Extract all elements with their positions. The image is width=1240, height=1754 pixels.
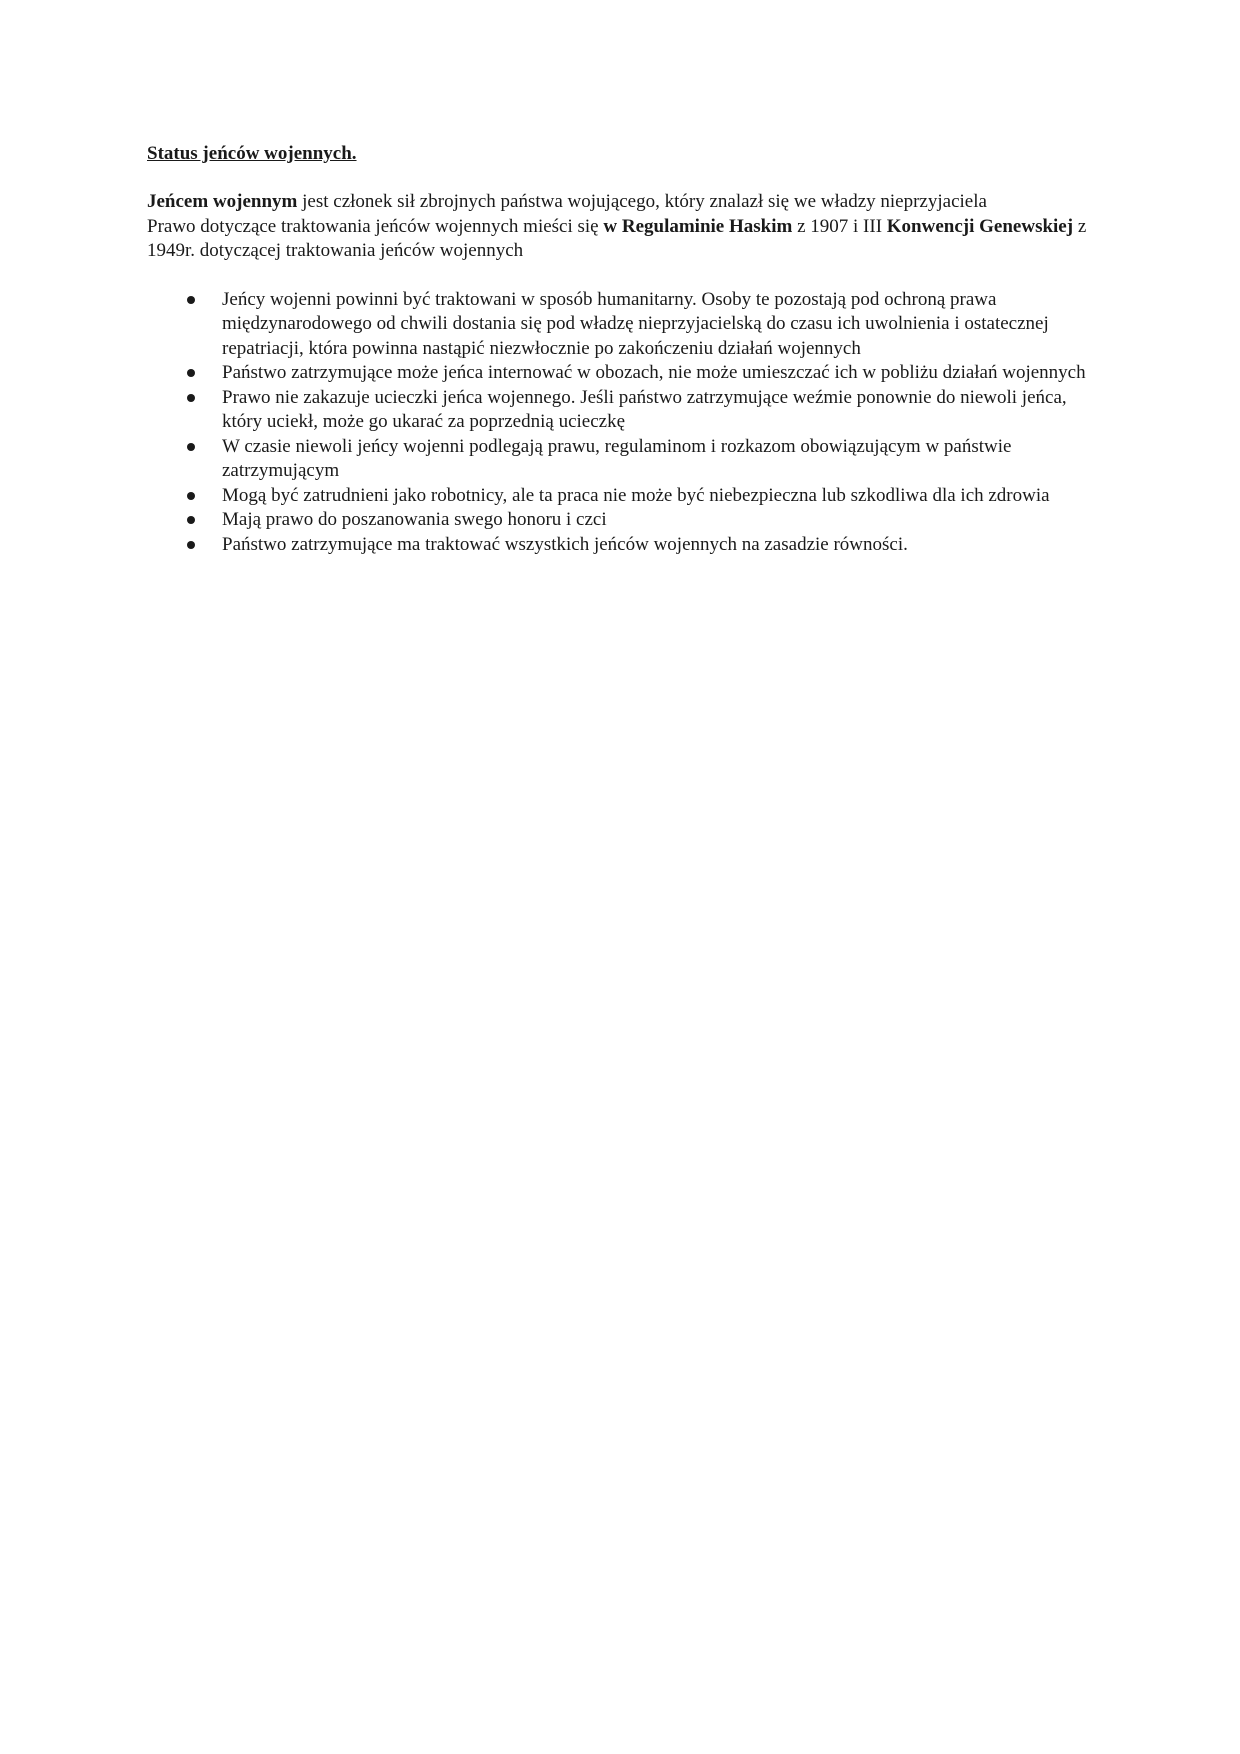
term-konwencja-genewska: Konwencji Genewskiej [886,215,1074,237]
list-item [147,484,1102,509]
intro-paragraph [147,190,1097,264]
document-page [147,142,1097,557]
list-item-text: Jeńcy wojenni powinni być traktowani w sposób humanitarny. Osoby te pozostają pod ochroną prawa międzynarodowego od chwili dostania się pod władzę nieprzyjacielską do czasu ich uwolnienia i ostatecznej repatriacji, która powinna nastąpić niezwłocznie po zakończeniu działań wojennych [222,288,1049,359]
list-item-text: Mają prawo do poszanowania swego honoru i czci [222,509,607,530]
list-item-text: Mogą być zatrudnieni jako robotnicy, ale ta praca nie może być niebezpieczna lub szkodliwa dla ich zdrowia [222,484,1050,506]
intro-line-law [147,215,1097,264]
list-item [147,288,1102,362]
law-text-a: Prawo dotyczące traktowania jeńców wojennych mieści się [147,215,604,237]
list-item [147,533,1102,558]
list-item-text: W czasie niewoli jeńcy wojenni podlegają prawu, regulaminom i rozkazom obowiązującym w państwie zatrzymującym [222,435,1012,481]
bullet-icon [187,492,195,500]
list-item [147,361,1102,386]
bullet-icon [187,394,195,402]
bullet-icon [187,369,195,377]
law-text-b: z 1907 i III [792,215,887,237]
list-item-text: Państwo zatrzymujące może jeńca internować w obozach, nie może umieszczać ich w pobliżu działań wojennych [222,362,1086,383]
list-item [147,386,1102,435]
list-item [147,508,1102,533]
term-jeniec-wojenny: Jeńcem wojennym [147,191,298,212]
list-item-text: Prawo nie zakazuje ucieczki jeńca wojennego. Jeśli państwo zatrzymujące weźmie ponownie do niewoli jeńca, który uciekł, może go ukarać za poprzednią ucieczkę [222,386,1067,432]
bullet-icon [187,296,195,304]
bullet-icon [187,443,195,451]
term-regulamin-haski: w Regulaminie Haskim [603,215,793,237]
list-item-text: Państwo zatrzymujące ma traktować wszystkich jeńców wojennych na zasadzie równości. [222,533,908,555]
intro-line-definition [147,190,1097,215]
bullet-icon [187,516,195,524]
bullet-list [147,288,1097,558]
definition-text: jest członek sił zbrojnych państwa wojującego, który znalazł się we władzy nieprzyjaciela [297,191,987,212]
law-text-c: z 1949r. dotyczącej traktowania jeńców wojennych [147,215,1087,261]
bullet-icon [187,541,195,549]
document-title: Status jeńców wojennych. [147,143,357,164]
list-item [147,435,1102,484]
